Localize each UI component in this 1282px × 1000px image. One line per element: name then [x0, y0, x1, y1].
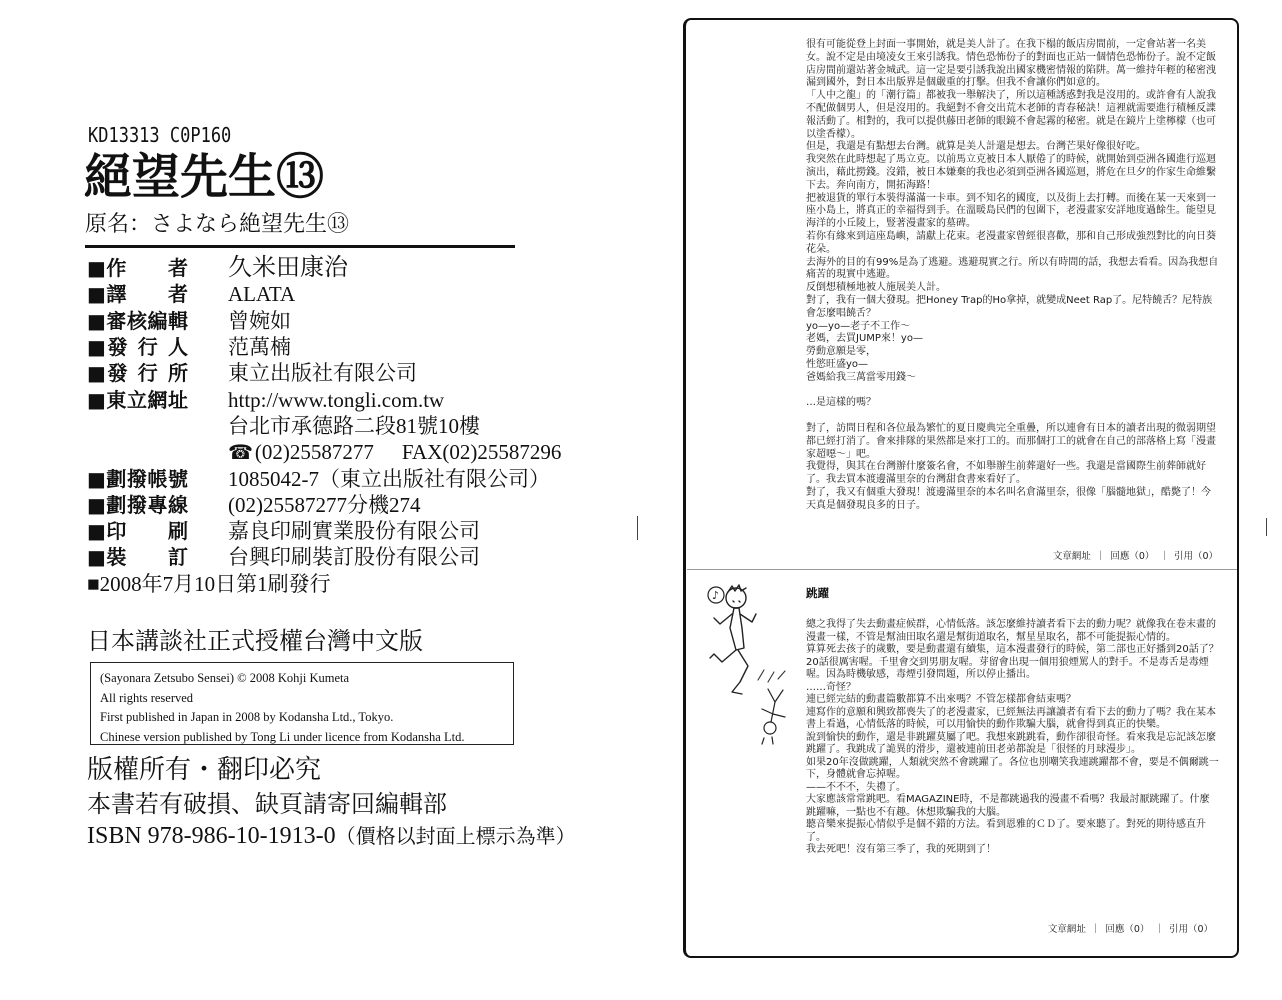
credit-label: ■劃撥專線 [87, 492, 188, 517]
post-paragraph: 連已經完結的動畫篇數都算不出來嗎？不管怎樣都會結束嗎？ [806, 694, 1076, 705]
credit-row-publishing-house [87, 360, 607, 386]
post-divider [687, 569, 1237, 570]
license-notice: 日本講談社正式授權台灣中文版 [87, 627, 423, 655]
rap-line: 性慾旺盛yo— [806, 358, 869, 370]
post-paragraph: 對了，訪問日程和各位最為繁忙的夏日慶典完全重疊，所以連會有日本的讀者出現的微弱期望都已經打消了。會來排隊的果然都是來打工的。而那個打工的就會在自己的部落格上寫「漫畫家超噁～」吧。 [806, 422, 1216, 460]
price-note: （價格以封面上標示為準） [335, 824, 576, 848]
original-title: 原名：さよなら絶望先生⑬ [85, 212, 350, 237]
publishing-house-name: 東立出版社有限公司 [228, 361, 417, 386]
gutter-mark [637, 516, 638, 540]
post-paragraph: 但是，我還是有點想去台灣。就算是美人計還是想去。台灣芒果好像很好吃。 [806, 141, 1146, 153]
post-paragraph: 說到愉快的動作，還是非跳躍莫屬了吧。我想來跳跳看，動作卻很奇怪。看來我是忘記該怎麼跳躍了。我跳成了詭異的滑步，還被連前田老弟都說是「很怪的月球漫步」。 [806, 731, 1216, 755]
credit-label: ■審核編輯 [87, 308, 188, 333]
footer-separator: ｜ [1090, 924, 1101, 935]
credit-row-address [87, 413, 607, 439]
permalink-text: 文章網址 [1052, 551, 1091, 562]
phone-icon: ☎ [228, 440, 253, 465]
music-note-icon [708, 587, 724, 603]
first-printing-date: ■2008年7月10日第1刷發行 [87, 571, 331, 596]
copyright-box [90, 662, 514, 745]
character-arm-right [740, 614, 756, 622]
isbn-line [87, 821, 576, 853]
post-paragraph: 對了，我有一個大發現。把Honey Trap的Ho拿掉，就變成Neet Rap了。尼特饒舌？尼特族會怎麼唱饒舌？ [806, 294, 1213, 319]
music-note-glyph: ♪ [712, 589, 720, 602]
credit-label: ■作 者 [87, 256, 188, 281]
credit-label: ■裝 訂 [87, 545, 188, 570]
post1-footer [1053, 551, 1218, 563]
post-paragraph: ……奇怪？ [806, 681, 856, 693]
falling-figure-doodle [762, 689, 785, 744]
credit-row-author [87, 255, 607, 281]
post-paragraph: 對了，我又有個重大發現！渡邊滿里奈的本名叫名倉滿里奈，很像「腦髓地獄」，酷斃了！今天真是個發現良多的日子。 [806, 486, 1211, 511]
post-paragraph: 我突然在此時想起了馬立克。以前馬立克被日本人厭倦了的時候，就開始到亞洲各國進行巡迴演出，藉此撈錢。沒錯，被日本嫌棄的我也必須到亞洲各國巡迴，將危在旦夕的作家生命維繫下去。奔向南方，開拓海路！ [806, 154, 1216, 191]
credit-label: ■發 行 所 [87, 361, 188, 386]
credit-label: ■劃撥帳號 [87, 466, 188, 491]
post-paragraph: ——不不不，失禮了。 [806, 781, 906, 793]
footer-separator: ｜ [1154, 924, 1164, 935]
binder-name: 台興印刷裝訂股份有限公司 [228, 545, 480, 570]
post-paragraph: 把被退貨的單行本裝得滿滿一卡車。到不知名的國度，以及街上去打轉。而後在某一天來到一座小島上，將真正的幸福得到手。在溫暖島民們的包圍下，老漫畫家安詳地度過餘生。能望見海洋的小丘陵上，豎著漫畫家的墓碑。 [806, 192, 1216, 230]
comments-count: 回應（0） [1110, 551, 1155, 562]
post-paragraph: 聽音樂來提振心情似乎是個不錯的方法。看到恩雅的ＣＤ了。要來聽了。對死的期待感直升了。 [806, 819, 1206, 843]
post-paragraph: 總之我得了失去動畫症候群，心情低落。該怎麼維持讀者看下去的動力呢？就像我在卷末畫的漫畫一樣，不管是幫油田取名還是幫街道取名，幫星星取名，都不可能提振心情的。 [806, 619, 1216, 643]
post-paragraph: 反倒想積極地被人施展美人計。 [806, 282, 946, 294]
post2-body [806, 619, 1219, 857]
rap-line: yo—yo—老子不工作～ [806, 320, 911, 332]
credit-label: ■東立網址 [87, 387, 188, 412]
transfer-account-number: 1085042-7（東立出版社有限公司） [228, 466, 550, 491]
post-paragraph: 「人中之龍」的「潮行篇」都被我一舉解決了，所以這種誘惑對我是沒用的。或許會有人說我不配做個男人，但是沒用的。我絕對不會交出荒木老師的青春秘訣！這裡就需要進行積極反諜報活動了。相對的，我可以提供藤田老師的眼鏡不會起霧的秘密。就是在鏡片上塗檸檬（也可以塗香檬）。 [806, 90, 1216, 140]
credit-row-phone [87, 439, 607, 465]
isbn-number: ISBN 978-986-10-1913-0 [87, 823, 336, 849]
credit-label: ■印 刷 [87, 519, 188, 544]
credits-table [87, 255, 607, 597]
credit-label: ■發 行 人 [87, 335, 188, 360]
gutter-mark [1266, 518, 1267, 536]
phone-fax-line [228, 439, 561, 465]
falling-figure-head [764, 722, 776, 734]
post-paragraph: 如果20年沒做跳躍，人類就突然不會跳躍了。各位也別嘲笑我連跳躍都不會，要是不偶爾跳一下，身體就會忘掉喔。 [806, 756, 1219, 780]
book-title: 絕望先生⑬ [84, 149, 325, 205]
post-paragraph: 我去死吧！沒有第三季了，我的死期到了！ [806, 844, 996, 855]
credit-row-transfer-account [87, 465, 607, 491]
credit-row-first-printing [87, 571, 607, 597]
copyright-line: (Sayonara Zetsubo Sensei) © 2008 Kohji Kumeta [100, 671, 350, 685]
rights-notice: 版權所有・翻印必究 [87, 755, 322, 785]
credit-row-website [87, 386, 607, 412]
title-divider [85, 245, 515, 248]
credit-label: ■譯 者 [87, 282, 188, 307]
trackbacks-count: 引用（0） [1168, 924, 1213, 935]
catalog-code: KD13313 C0P160 [88, 124, 232, 148]
credit-row-publisher [87, 334, 607, 360]
post1-body [806, 39, 1219, 512]
character-leg-front [732, 650, 748, 694]
credit-row-editor [87, 308, 607, 334]
post-paragraph: 大家應該常常跳吧。看MAGAZINE時，不是都跳過我的漫畫不看嗎？我最討厭跳躍了。什麼跳躍嘛，一點也不有趣。休想欺騙我的大腦。 [806, 794, 1210, 818]
falling-figure-legs [768, 689, 783, 702]
author-name: 久米田康治 [228, 255, 348, 282]
copyright-line: All rights reserved [100, 690, 194, 705]
character-leg-back [710, 650, 736, 662]
author-doodle [692, 576, 802, 748]
publisher-name: 范萬楠 [228, 335, 291, 360]
fax-number: FAX(02)25587296 [401, 440, 562, 465]
comments-count: 回應（0） [1105, 924, 1150, 935]
character-eyes [733, 601, 740, 602]
falling-figure-body [771, 702, 775, 722]
website-url: http://www.tongli.com.tw [228, 387, 445, 412]
damage-notice: 本書若有破損、缺頁請寄回編輯部 [87, 790, 447, 818]
credit-row-printer [87, 518, 607, 544]
post2-footer [1048, 924, 1213, 936]
transfer-line-number: (02)25587277分機274 [228, 492, 421, 517]
character-arm-left [714, 614, 732, 624]
credit-row-translator [87, 281, 607, 307]
copyright-line: First published in Japan in 2008 by Kodansha Ltd., Tokyo. [100, 710, 394, 724]
permalink-text: 文章網址 [1047, 924, 1086, 935]
phone-number: (02)25587277 [254, 440, 374, 465]
editor-name: 曾婉如 [228, 308, 291, 333]
motion-lines [758, 670, 785, 682]
rap-line: 爸媽給我三萬當零用錢～ [806, 371, 916, 383]
address-text: 台北市承德路二段81號10樓 [228, 413, 480, 438]
post-paragraph: 很有可能從登上封面一事開始，就是美人計了。在我下榻的飯店房間前，一定會站著一名美女。說不定是由境凌女王來引誘我。情色恐怖份子的對面也正站一個情色恐怖份子。說不定飯店房間前還站著金城武。這一定是要引誘我說出國家機密情報的陷阱。萬一維持年輕的秘密洩漏到國外，對日本出版界是個嚴重的打擊。但我不會讓你們如意的。 [806, 39, 1216, 89]
post-paragraph: 去海外的目的有99%是為了逃避。逃避現實之行。所以有時間的話，我想去看看。因為我想自痛苦的現實中逃避。 [806, 256, 1219, 281]
post-paragraph: 算算死去孩子的歲數，要是動畫還有續集，這本漫畫發行的時候，第二部也正好播到20話了？20話很厲害喔。千里會交到男朋友喔。芽留會出現一個用狼煙罵人的對手。不是毒舌是毒煙喔。因為時機敏感，毒煙引發問題，所以停止播出。 [806, 644, 1219, 680]
copyright-line: Chinese version published by Tong Li under licence from Kodansha Ltd. [100, 729, 465, 744]
footer-separator: ｜ [1095, 551, 1106, 562]
credit-row-binder [87, 544, 607, 570]
post-paragraph: …是這樣的嗎？ [806, 397, 876, 409]
post-paragraph: 我覺得，與其在台灣辦什麼簽名會，不如舉辦生前葬還好一些。我還是當國際生前葬師就好了。我去買本渡邊滿里奈的台灣甜食書來看好了。 [806, 461, 1206, 486]
post-paragraph: 連寫作的意願和興致都喪失了的老漫畫家，已經無法再讓讀者有看下去的動力了嗎？我在某本書上看過，心情低落的時候，可以用愉快的動作欺騙大腦，就會得到真正的快樂。 [806, 706, 1216, 730]
translator-name: ALATA [228, 282, 296, 307]
credit-row-transfer-line [87, 492, 607, 518]
footer-separator: ｜ [1159, 551, 1169, 562]
rap-line: 老媽，去買JUMP來！yo— [806, 333, 923, 345]
rap-line: 勞動意願是零， [806, 346, 876, 358]
printer-name: 嘉良印刷實業股份有限公司 [228, 519, 480, 544]
falling-figure-impact [762, 737, 773, 744]
trackbacks-count: 引用（0） [1173, 551, 1218, 562]
post-paragraph: 若你有緣來到這座島嶼，請獻上花束。老漫畫家曾經很喜歡，那和自己形成強烈對比的向日葵花朵。 [806, 230, 1216, 255]
post2-title: 跳躍 [806, 586, 829, 600]
